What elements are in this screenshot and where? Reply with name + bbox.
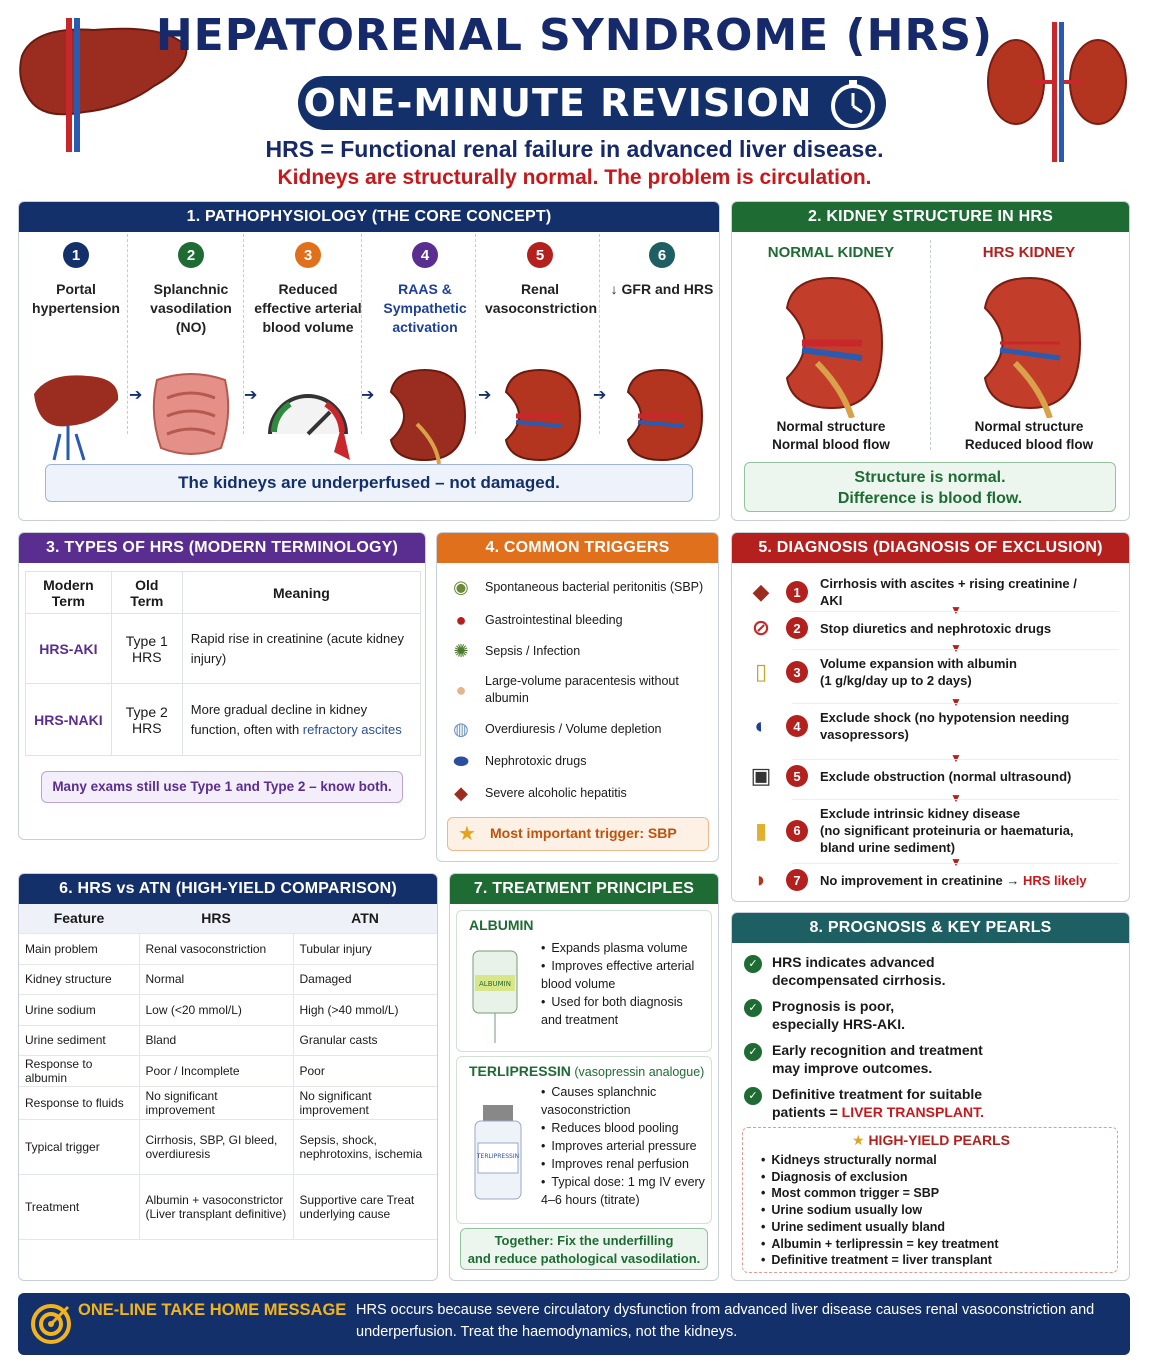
table-row: HRS-NAKI Type 2 HRS More gradual decline in kidney function, often with refractory ascites: [26, 684, 421, 756]
check-icon: ✓: [744, 999, 762, 1017]
table-cell: Poor / Incomplete: [139, 1055, 293, 1086]
svg-text:TERLIPRESSIN: TERLIPRESSIN: [476, 1153, 520, 1160]
table-cell: Tubular injury: [293, 933, 437, 964]
table-row: HRS-AKI Type 1 HRS Rapid rise in creatinine (acute kidney injury): [26, 614, 421, 684]
section-types-of-hrs: [18, 532, 426, 840]
trigger-note: ★ Most important trigger: SBP: [447, 817, 709, 851]
column-header: Feature: [19, 904, 139, 933]
section-heading: 1. PATHOPHYSIOLOGY (THE CORE CONCEPT): [19, 202, 719, 232]
prognosis-point: [744, 953, 1119, 989]
table-row: [19, 1119, 437, 1174]
kidney-icon: [614, 364, 710, 464]
step-number: 3: [295, 242, 321, 268]
divider: [792, 799, 1119, 800]
pearls-box: [742, 1127, 1118, 1273]
section-diagnosis: [731, 532, 1130, 902]
prognosis-text: Early recognition and treatment may improve outcomes.: [772, 1042, 983, 1076]
terlipressin-vial-icon: [473, 1103, 523, 1201]
star-icon: ★: [851, 1132, 865, 1148]
bacteria-icon: ◉: [453, 576, 469, 597]
pearl-item: • Urine sediment usually bland: [761, 1219, 999, 1236]
diagnosis-step: [742, 617, 1119, 639]
virus-icon: ✺: [453, 640, 469, 661]
divider: [792, 703, 1119, 704]
terlipressin-title: TERLIPRESSIN (vasopressin analogue): [469, 1063, 705, 1079]
section-heading: 3. TYPES OF HRS (MODERN TERMINOLOGY): [19, 533, 425, 563]
normal-kidney-caption: Normal structure Normal blood flow: [772, 419, 890, 452]
section-heading: 7. TREATMENT PRINCIPLES: [450, 874, 718, 904]
trigger-item: [449, 608, 709, 632]
trigger-item: [449, 639, 709, 663]
trigger-label: Sepsis / Infection: [485, 643, 581, 658]
table-cell: Low (<20 mmol/L): [139, 994, 293, 1025]
table-cell: Poor: [293, 1055, 437, 1086]
treatment-note: Together: Fix the underfilling and reduce pathological vasodilation.: [460, 1228, 708, 1270]
hrs-kidney-icon: [970, 268, 1090, 418]
step-number: 5: [786, 765, 808, 787]
take-home-label: ONE-LINE TAKE HOME MESSAGE: [78, 1301, 347, 1319]
step-label: ↓ GFR and HRS: [610, 281, 714, 297]
table-cell: Response to albumin: [19, 1055, 139, 1086]
step-number: 3: [786, 661, 808, 683]
table-cell: Sepsis, shock, nephrotoxins, ischemia: [293, 1119, 437, 1174]
pill-icon: ⬬: [453, 750, 469, 771]
trigger-label: Nephrotoxic drugs: [485, 753, 587, 768]
table-cell: Bland: [139, 1025, 293, 1055]
trigger-item: [449, 717, 709, 741]
down-arrow-icon: ▼: [950, 751, 962, 765]
table-row: [19, 1086, 437, 1119]
down-arrow-icon: ▼: [950, 641, 962, 655]
normal-kidney-title: NORMAL KIDNEY: [767, 244, 895, 261]
column-header: Old Term: [111, 572, 182, 614]
pearl-item: • Definitive treatment = liver transplant: [761, 1252, 999, 1269]
liver-icon: [28, 364, 124, 464]
step-number: 1: [63, 242, 89, 268]
divider: [792, 863, 1119, 864]
column-header: ATN: [293, 904, 437, 933]
pathway-step: [136, 242, 246, 469]
intestine-icon: [143, 364, 239, 464]
diagnosis-step: [742, 765, 1119, 787]
step-number: 4: [786, 715, 808, 737]
gauge-icon: [260, 364, 356, 464]
flow-arrow-icon: ➔: [478, 387, 492, 404]
table-row: [19, 1174, 437, 1239]
table-cell: Main problem: [19, 933, 139, 964]
kidney-structure-note: Structure is normal. Difference is blood flow.: [744, 462, 1116, 512]
diagnosis-text: Exclude intrinsic kidney disease (no significant proteinuria or haematuria, bland urine sediment): [820, 806, 1074, 855]
cells-icon: ◍: [453, 718, 469, 739]
divider: [792, 649, 1119, 650]
trigger-label: Overdiuresis / Volume depletion: [485, 721, 662, 736]
pearl-item: • Diagnosis of exclusion: [761, 1169, 999, 1186]
prognosis-point: [744, 997, 1119, 1033]
prognosis-text: Prognosis is poor, especially HRS-AKI.: [772, 998, 906, 1032]
pearl-item: • Urine sodium usually low: [761, 1202, 999, 1219]
ultrasound-icon: ▣: [750, 763, 772, 788]
section-heading: 6. HRS vs ATN (HIGH-YIELD COMPARISON): [19, 874, 437, 904]
section-heading: 5. DIAGNOSIS (DIAGNOSIS OF EXCLUSION): [732, 533, 1129, 563]
table-row: [19, 1055, 437, 1086]
section-heading: 4. COMMON TRIGGERS: [437, 533, 718, 563]
flow-arrow-icon: ➔: [593, 387, 607, 404]
table-cell: Supportive care Treat underlying cause: [293, 1174, 437, 1239]
table-cell: Renal vasoconstriction: [139, 933, 293, 964]
column-header: HRS: [139, 904, 293, 933]
diagnosis-step: [742, 869, 1119, 891]
hrs-kidney-title: HRS KIDNEY: [982, 244, 1076, 261]
types-note: Many exams still use Type 1 and Type 2 – know both.: [41, 771, 403, 803]
liver-icon: ◆: [454, 782, 468, 803]
prognosis-text: Definitive treatment for suitable patients = LIVER TRANSPLANT.: [772, 1086, 984, 1120]
abdomen-icon: ●: [455, 679, 467, 700]
section-prognosis: [731, 912, 1130, 1281]
step-number: 4: [412, 242, 438, 268]
pearls-list: [761, 1152, 999, 1269]
pathway-step: [253, 242, 363, 469]
check-icon: ✓: [744, 1087, 762, 1105]
normal-kidney-icon: [772, 268, 892, 418]
table-row: [19, 933, 437, 964]
prognosis-point: [744, 1085, 1119, 1121]
blood-drop-icon: ●: [455, 609, 467, 630]
pathophysiology-note: The kidneys are underperfused – not damaged.: [45, 464, 693, 502]
take-home-text: HRS occurs because severe circulatory dysfunction from advanced liver disease causes renal vasoconstriction and underperfusion. Treat the haemodynamics, not the kidneys.: [356, 1302, 1095, 1340]
table-cell: Treatment: [19, 1174, 139, 1239]
kidney-icon: [377, 364, 473, 464]
section-treatment: [449, 873, 719, 1281]
pathway-step: [607, 242, 717, 469]
pearl-item: • Kidneys structurally normal: [761, 1152, 999, 1169]
step-label: Renal vasoconstriction: [485, 281, 598, 316]
check-icon: ✓: [744, 1043, 762, 1061]
step-number: 7: [786, 869, 808, 891]
trigger-label: Severe alcoholic hepatitis: [485, 785, 627, 800]
table-cell: Granular casts: [293, 1025, 437, 1055]
trigger-item: [449, 673, 709, 707]
terlipressin-list: • Causes splanchnic vasoconstriction • Reduces blood pooling • Improves arterial pressure • Improves renal perfusion • Typical dose: 1 mg IV every 4–6 hours (titrate): [541, 1083, 707, 1209]
page-title: HEPATORENAL SYNDROME (HRS): [155, 10, 994, 61]
step-number: 1: [786, 581, 808, 603]
section-pathophysiology: [18, 201, 720, 521]
diagnosis-step: [742, 709, 1119, 743]
step-label: Reduced effective arterial blood volume: [254, 281, 362, 335]
step-number: 6: [786, 820, 808, 842]
terlipressin-card: [456, 1056, 712, 1224]
diagnosis-step: [742, 655, 1119, 689]
step-number: 5: [527, 242, 553, 268]
tagline-definition: HRS = Functional renal failure in advanced liver disease.: [265, 136, 884, 162]
hrs-kidney-caption: Normal structure Reduced blood flow: [964, 419, 1094, 452]
trigger-label: Gastrointestinal bleeding: [485, 612, 623, 627]
liver-icon: ◆: [752, 579, 770, 604]
iv-bag-icon: ▯: [754, 659, 768, 684]
kidney-icon: ◗: [754, 867, 768, 892]
step-number: 2: [786, 617, 808, 639]
albumin-list: • Expands plasma volume • Improves effective arterial blood volume • Used for both diagnosis and treatment: [541, 939, 707, 1029]
trigger-item: [449, 575, 709, 599]
subtitle-banner: [298, 76, 886, 130]
table-cell: Urine sediment: [19, 1025, 139, 1055]
diagnosis-text: Volume expansion with albumin (1 g/kg/day up to 2 days): [820, 656, 1017, 688]
table-row: [19, 994, 437, 1025]
diagnosis-step: [742, 805, 1119, 856]
trigger-label: Spontaneous bacterial peritonitis (SBP): [485, 579, 704, 594]
table-cell: Normal: [139, 964, 293, 994]
table-row: [19, 964, 437, 994]
section-hrs-vs-atn: [18, 873, 438, 1281]
comparison-table: [19, 904, 437, 1240]
divider: [792, 611, 1119, 612]
table-cell: No significant improvement: [139, 1086, 293, 1119]
down-arrow-icon: ▼: [950, 603, 962, 617]
flow-arrow-icon: ➔: [244, 387, 258, 404]
urine-icon: ▮: [754, 817, 768, 843]
down-arrow-icon: ▼: [950, 695, 962, 709]
diagnosis-text: No improvement in creatinine → HRS likely: [820, 872, 1087, 888]
section-heading: 8. PROGNOSIS & KEY PEARLS: [732, 913, 1129, 943]
albumin-title: ALBUMIN: [469, 917, 534, 933]
section-heading: 2. KIDNEY STRUCTURE IN HRS: [732, 202, 1129, 232]
table-cell: No significant improvement: [293, 1086, 437, 1119]
pathway-step: [370, 242, 480, 469]
tagline-key-point: Kidneys are structurally normal. The problem is circulation.: [277, 166, 872, 189]
svg-text:ALBUMIN: ALBUMIN: [479, 980, 511, 988]
table-cell: Damaged: [293, 964, 437, 994]
albumin-bag-icon: [469, 947, 525, 1047]
pathway-step: [21, 242, 131, 469]
kidney-vessels-icon: [492, 364, 588, 464]
prognosis-point: [744, 1041, 1119, 1077]
table-cell: Cirrhosis, SBP, GI bleed, overdiuresis: [139, 1119, 293, 1174]
trigger-label: Large-volume paracentesis without albumin: [485, 674, 679, 705]
down-arrow-icon: ▼: [950, 791, 962, 805]
flow-arrow-icon: ➔: [361, 387, 375, 404]
down-arrow-icon: ▼: [950, 855, 962, 869]
subtitle-text: ONE-MINUTE REVISION: [303, 81, 813, 125]
step-number: 2: [178, 242, 204, 268]
stopwatch-icon: [826, 76, 880, 130]
table-cell: Albumin + vasoconstrictor (Liver transplant definitive): [139, 1174, 293, 1239]
pearl-item: • Albumin + terlipressin = key treatment: [761, 1236, 999, 1253]
column-header: Modern Term: [26, 572, 112, 614]
diagnosis-text: Cirrhosis with ascites + rising creatinine / AKI: [820, 576, 1077, 608]
section-common-triggers: [436, 532, 719, 862]
diagnosis-text: Exclude shock (no hypotension needing vasopressors): [820, 710, 1070, 742]
diagnosis-text: Exclude obstruction (normal ultrasound): [820, 768, 1072, 784]
trigger-item: [449, 749, 709, 773]
table-cell: Kidney structure: [19, 964, 139, 994]
pathway-step: [485, 242, 598, 469]
table-cell: High (>40 mmol/L): [293, 994, 437, 1025]
star-icon: ★: [458, 823, 476, 845]
take-home-footer: [18, 1293, 1130, 1355]
table-row: [19, 1025, 437, 1055]
pearls-title: ★ HIGH-YIELD PEARLS: [851, 1132, 1011, 1148]
trigger-item: [449, 781, 709, 805]
albumin-card: [456, 910, 712, 1052]
step-label: Portal hypertension: [32, 281, 120, 316]
table-cell: Urine sodium: [19, 994, 139, 1025]
column-header: Meaning: [182, 572, 420, 614]
table-cell: Response to fluids: [19, 1086, 139, 1119]
types-table: [25, 571, 421, 756]
table-cell: Typical trigger: [19, 1119, 139, 1174]
pearl-item: • Most common trigger = SBP: [761, 1185, 999, 1202]
flow-arrow-icon: ➔: [129, 387, 143, 404]
check-icon: ✓: [744, 955, 762, 973]
step-number: 6: [649, 242, 675, 268]
bp-cuff-icon: ◐: [754, 713, 768, 738]
no-drugs-icon: ⊘: [751, 615, 771, 640]
step-label: RAAS & Sympathetic activation: [383, 281, 467, 335]
step-label: Splanchnic vasodilation (NO): [150, 281, 232, 335]
diagnosis-step: [742, 575, 1119, 609]
target-icon: [30, 1303, 72, 1345]
diagnosis-text: Stop diuretics and nephrotoxic drugs: [820, 620, 1052, 636]
section-kidney-structure: [731, 201, 1130, 521]
prognosis-text: HRS indicates advanced decompensated cirrhosis.: [772, 954, 946, 988]
divider: [792, 759, 1119, 760]
